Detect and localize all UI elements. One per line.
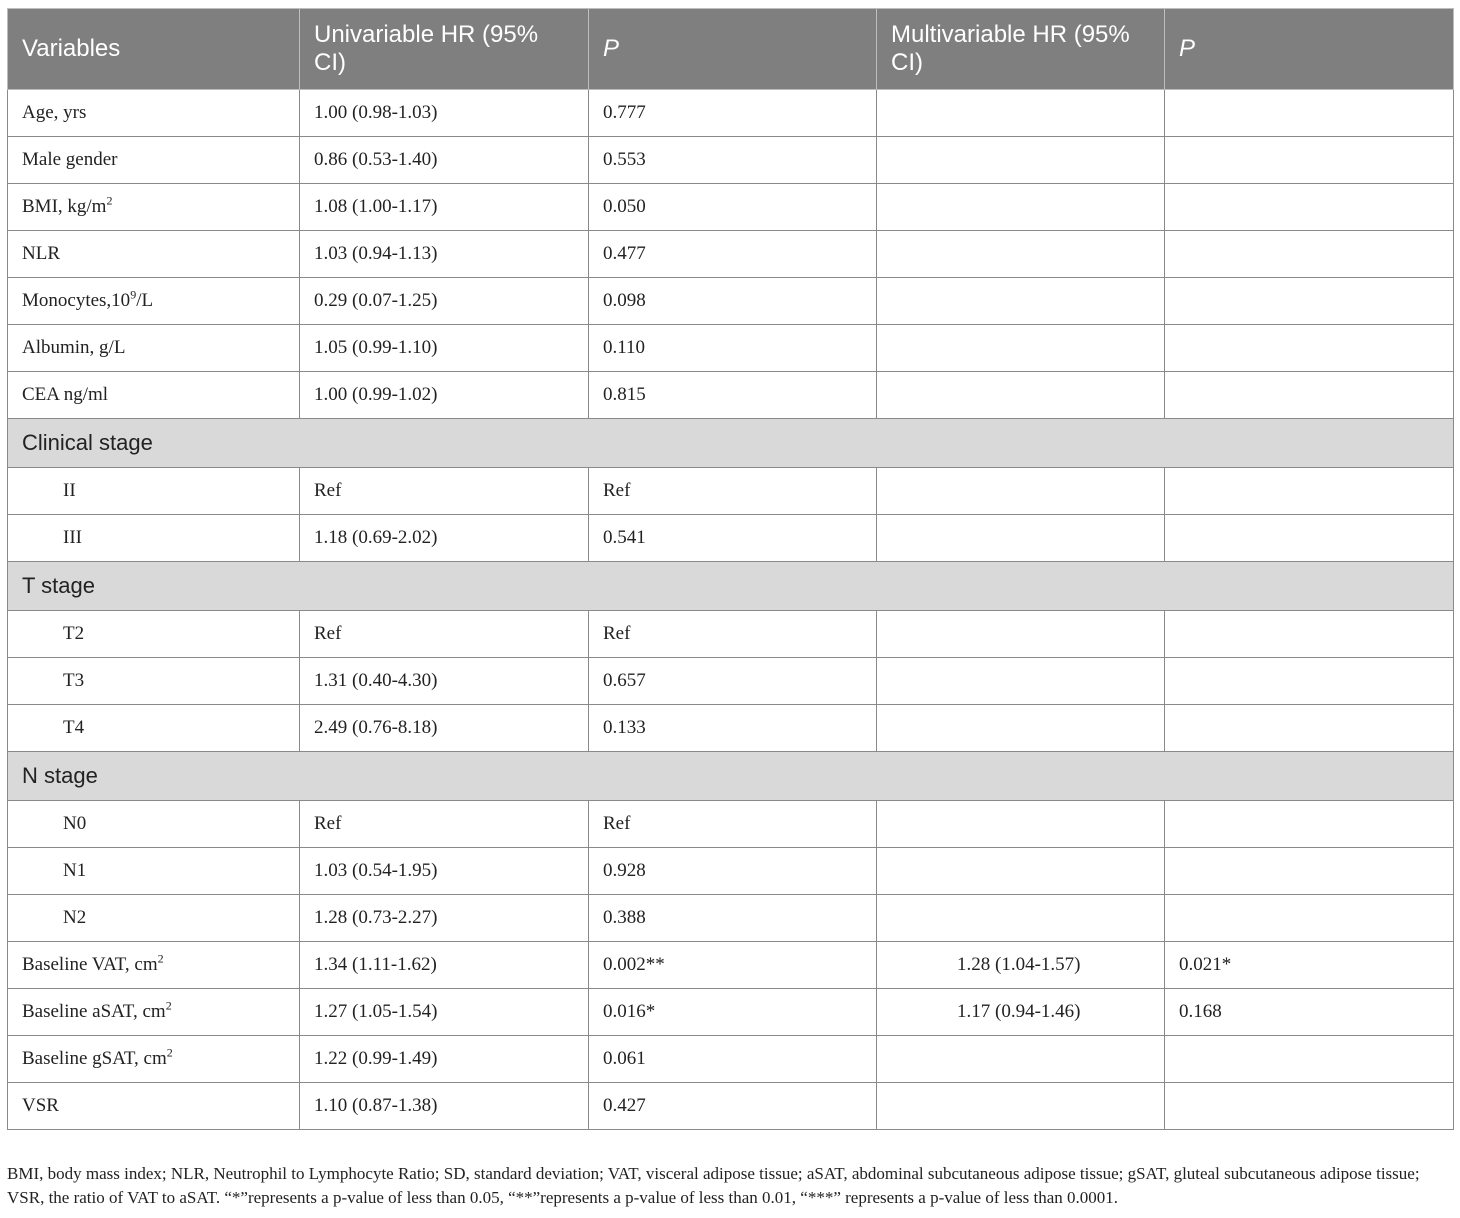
- section-row: [8, 562, 1454, 611]
- multivariable-hr-cell: 1.17 (0.94-1.46): [877, 989, 1165, 1036]
- section-row: [8, 752, 1454, 801]
- univariable-p-cell: 0.777: [589, 90, 877, 137]
- univariable-p-cell: 0.098: [589, 278, 877, 325]
- header-multivariable-p: P: [1165, 9, 1454, 90]
- row-label: [8, 1036, 300, 1083]
- row-label: [8, 184, 300, 231]
- univariable-p-cell: 0.133: [589, 705, 877, 752]
- univariable-hr-cell: 1.31 (0.40-4.30): [300, 658, 589, 705]
- multivariable-hr-cell: [877, 231, 1165, 278]
- univariable-hr-cell: 1.27 (1.05-1.54): [300, 989, 589, 1036]
- header-row: [8, 9, 1454, 90]
- univariable-p-cell: 0.050: [589, 184, 877, 231]
- univariable-hr-cell: 2.49 (0.76-8.18): [300, 705, 589, 752]
- section-heading-t-stage: T stage: [8, 562, 1454, 611]
- table-row: [8, 372, 1454, 419]
- univariable-hr-cell: 1.08 (1.00-1.17): [300, 184, 589, 231]
- univariable-hr-cell: 1.10 (0.87-1.38): [300, 1083, 589, 1130]
- multivariable-p-cell: [1165, 895, 1454, 942]
- header-univariable-p: P: [589, 9, 877, 90]
- multivariable-p-cell: [1165, 325, 1454, 372]
- row-label: N1: [8, 848, 300, 895]
- table-row: [8, 611, 1454, 658]
- univariable-p-cell: 0.016*: [589, 989, 877, 1036]
- row-label: CEA ng/ml: [8, 372, 300, 419]
- univariable-p-cell: 0.427: [589, 1083, 877, 1130]
- header-variables: Variables: [8, 9, 300, 90]
- table-row: [8, 278, 1454, 325]
- univariable-hr-cell: 1.18 (0.69-2.02): [300, 515, 589, 562]
- table-row: [8, 895, 1454, 942]
- row-label: [8, 989, 300, 1036]
- multivariable-p-cell: [1165, 801, 1454, 848]
- superscript: 2: [106, 193, 113, 208]
- multivariable-hr-cell: [877, 278, 1165, 325]
- univariable-p-cell: 0.002**: [589, 942, 877, 989]
- superscript: 2: [165, 998, 172, 1013]
- multivariable-p-cell: [1165, 231, 1454, 278]
- multivariable-hr-cell: [877, 705, 1165, 752]
- multivariable-hr-cell: [877, 848, 1165, 895]
- header-univariable-hr: Univariable HR (95% CI): [300, 9, 589, 90]
- multivariable-p-cell: [1165, 1036, 1454, 1083]
- multivariable-hr-cell: [877, 184, 1165, 231]
- row-label: [8, 278, 300, 325]
- univariable-p-cell: 0.541: [589, 515, 877, 562]
- table-footnote: BMI, body mass index; NLR, Neutrophil to Lymphocyte Ratio; SD, standard deviation; VAT, visceral adipose tissue; aSAT, abdominal subcutaneous adipose tissue; gSAT, gluteal subcutaneous adipose tissue; VSR, the ratio of VAT to aSAT. “*”represents a p-value of less than 0.05, “**”represents a p-value of less than 0.01, “***” represents a p-value of less than 0.0001.: [7, 1164, 1420, 1207]
- section-heading-clinical-stage: Clinical stage: [8, 419, 1454, 468]
- table-row: [8, 1083, 1454, 1130]
- univariable-p-cell: 0.388: [589, 895, 877, 942]
- row-label: II: [8, 468, 300, 515]
- row-label: Male gender: [8, 137, 300, 184]
- univariable-p-cell: 0.657: [589, 658, 877, 705]
- univariable-p-cell: Ref: [589, 468, 877, 515]
- hazard-ratio-table: [7, 8, 1454, 1130]
- multivariable-hr-cell: 1.28 (1.04-1.57): [877, 942, 1165, 989]
- multivariable-hr-cell: [877, 1036, 1165, 1083]
- multivariable-hr-cell: [877, 515, 1165, 562]
- univariable-hr-cell: 1.28 (0.73-2.27): [300, 895, 589, 942]
- table-row: [8, 325, 1454, 372]
- multivariable-hr-cell: [877, 137, 1165, 184]
- univariable-p-cell: 0.815: [589, 372, 877, 419]
- multivariable-p-cell: 0.021*: [1165, 942, 1454, 989]
- multivariable-p-cell: [1165, 468, 1454, 515]
- univariable-hr-cell: 1.05 (0.99-1.10): [300, 325, 589, 372]
- table-row: [8, 658, 1454, 705]
- section-heading-n-stage: N stage: [8, 752, 1454, 801]
- multivariable-p-cell: [1165, 184, 1454, 231]
- univariable-hr-cell: Ref: [300, 801, 589, 848]
- table-row: [8, 848, 1454, 895]
- univariable-hr-cell: 1.34 (1.11-1.62): [300, 942, 589, 989]
- multivariable-p-cell: [1165, 372, 1454, 419]
- multivariable-hr-cell: [877, 658, 1165, 705]
- superscript: 2: [157, 951, 164, 966]
- multivariable-hr-cell: [877, 325, 1165, 372]
- univariable-hr-cell: Ref: [300, 611, 589, 658]
- row-label: N0: [8, 801, 300, 848]
- row-label-text: BMI, kg/m: [22, 196, 107, 217]
- row-label: Albumin, g/L: [8, 325, 300, 372]
- row-label-text: Baseline gSAT, cm: [22, 1048, 167, 1069]
- row-label: VSR: [8, 1083, 300, 1130]
- table-row: [8, 1036, 1454, 1083]
- row-label-text: Baseline aSAT, cm: [22, 1001, 166, 1022]
- row-label-text: Monocytes,10: [22, 290, 131, 311]
- superscript: 9: [130, 287, 137, 302]
- univariable-p-cell: Ref: [589, 801, 877, 848]
- multivariable-p-cell: [1165, 278, 1454, 325]
- univariable-p-cell: 0.061: [589, 1036, 877, 1083]
- univariable-hr-cell: 1.00 (0.99-1.02): [300, 372, 589, 419]
- table-row: [8, 137, 1454, 184]
- row-label: T3: [8, 658, 300, 705]
- multivariable-hr-cell: [877, 90, 1165, 137]
- multivariable-hr-cell: [877, 611, 1165, 658]
- multivariable-hr-cell: [877, 895, 1165, 942]
- multivariable-hr-cell: [877, 468, 1165, 515]
- univariable-p-cell: 0.477: [589, 231, 877, 278]
- row-label: NLR: [8, 231, 300, 278]
- row-label: T2: [8, 611, 300, 658]
- multivariable-p-cell: [1165, 705, 1454, 752]
- univariable-hr-cell: Ref: [300, 468, 589, 515]
- univariable-hr-cell: 1.00 (0.98-1.03): [300, 90, 589, 137]
- multivariable-p-cell: [1165, 137, 1454, 184]
- table-row: [8, 468, 1454, 515]
- univariable-p-cell: 0.928: [589, 848, 877, 895]
- table-row: [8, 90, 1454, 137]
- row-label: T4: [8, 705, 300, 752]
- header-multivariable-hr: Multivariable HR (95% CI): [877, 9, 1165, 90]
- multivariable-hr-cell: [877, 801, 1165, 848]
- univariable-p-cell: 0.553: [589, 137, 877, 184]
- row-label: Age, yrs: [8, 90, 300, 137]
- table-row: [8, 801, 1454, 848]
- multivariable-p-cell: [1165, 1083, 1454, 1130]
- multivariable-hr-cell: [877, 372, 1165, 419]
- row-label: III: [8, 515, 300, 562]
- univariable-hr-cell: 1.03 (0.94-1.13): [300, 231, 589, 278]
- multivariable-p-cell: 0.168: [1165, 989, 1454, 1036]
- row-label: N2: [8, 895, 300, 942]
- table-row: [8, 231, 1454, 278]
- multivariable-p-cell: [1165, 848, 1454, 895]
- superscript: 2: [166, 1045, 173, 1060]
- section-row: [8, 419, 1454, 468]
- multivariable-hr-cell: [877, 1083, 1165, 1130]
- table-row: [8, 989, 1454, 1036]
- row-label-suffix: /L: [136, 290, 154, 311]
- multivariable-p-cell: [1165, 90, 1454, 137]
- multivariable-p-cell: [1165, 658, 1454, 705]
- univariable-p-cell: 0.110: [589, 325, 877, 372]
- table-row: [8, 705, 1454, 752]
- table-row: [8, 515, 1454, 562]
- univariable-hr-cell: 0.29 (0.07-1.25): [300, 278, 589, 325]
- table-row: [8, 942, 1454, 989]
- univariable-p-cell: Ref: [589, 611, 877, 658]
- univariable-hr-cell: 1.22 (0.99-1.49): [300, 1036, 589, 1083]
- multivariable-p-cell: [1165, 611, 1454, 658]
- table-row: [8, 184, 1454, 231]
- row-label: [8, 942, 300, 989]
- univariable-hr-cell: 0.86 (0.53-1.40): [300, 137, 589, 184]
- univariable-hr-cell: 1.03 (0.54-1.95): [300, 848, 589, 895]
- row-label-text: Baseline VAT, cm: [22, 954, 158, 975]
- multivariable-p-cell: [1165, 515, 1454, 562]
